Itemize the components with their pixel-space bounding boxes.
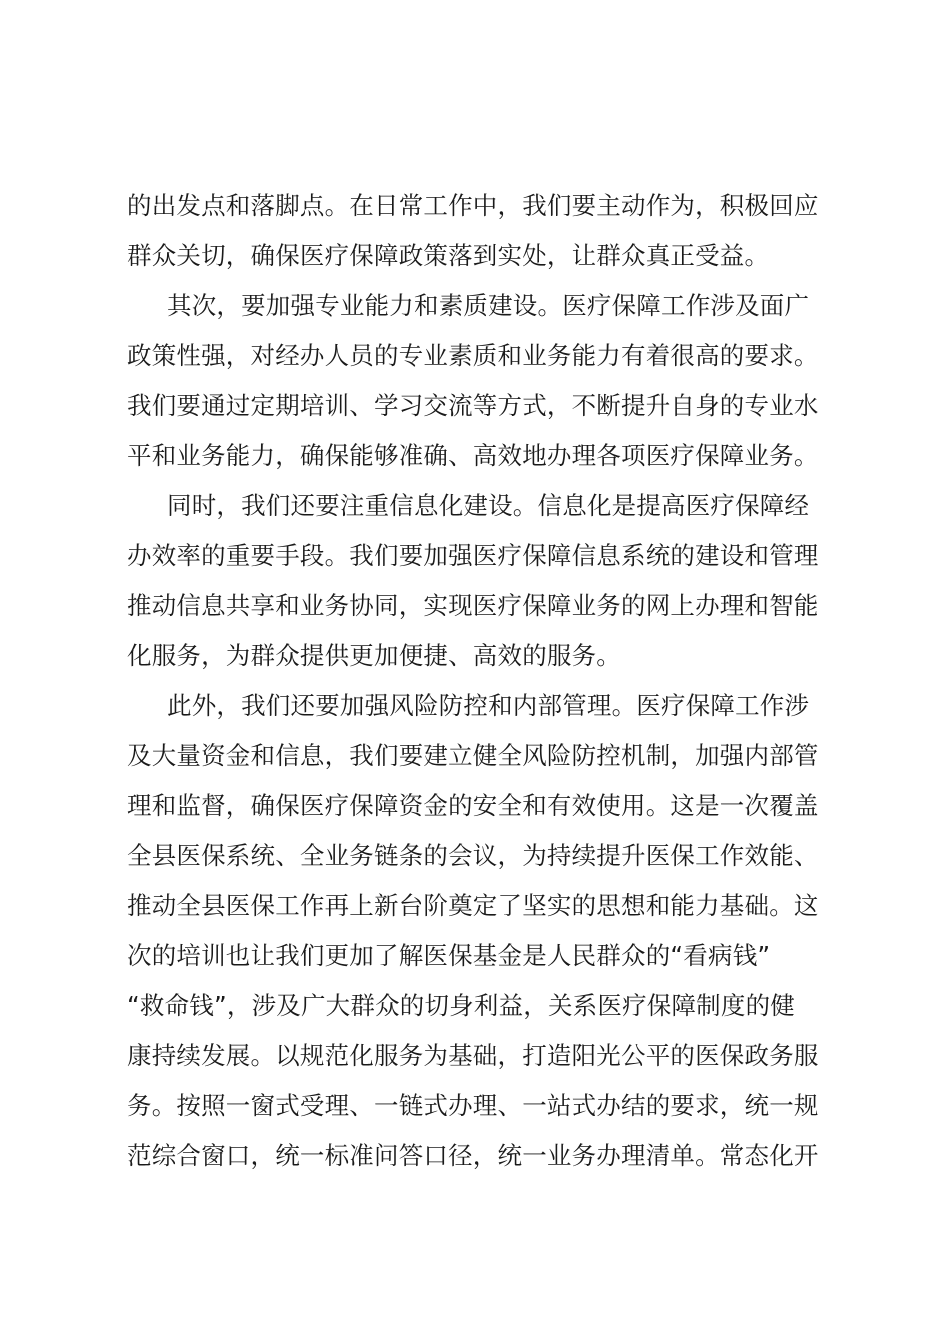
text-line: 全县医保系统、全业务链条的会议，为持续提升医保工作效能、 [127,841,819,870]
text-line: 康持续发展。以规范化服务为基础，打造阳光公平的医保政务服 [127,1041,819,1070]
text-line: 办效率的重要手段。我们要加强医疗保障信息系统的建设和管理 [127,541,819,570]
text-line: 政策性强，对经办人员的专业素质和业务能力有着很高的要求。 [127,341,819,370]
text-line: 推动信息共享和业务协同，实现医疗保障业务的网上办理和智能 [127,591,819,620]
text-line: “救命钱”，涉及广大群众的切身利益，关系医疗保障制度的健 [127,991,795,1020]
text-line: 推动全县医保工作再上新台阶奠定了坚实的思想和能力基础。这 [127,891,819,920]
text-line: 群众关切，确保医疗保障政策落到实处，让群众真正受益。 [127,241,770,270]
text-line: 务。按照一窗式受理、一链式办理、一站式办结的要求，统一规 [127,1091,819,1120]
text-line: 理和监督，确保医疗保障资金的安全和有效使用。这是一次覆盖 [127,791,819,820]
document-body [127,181,847,1181]
text-line: 我们要通过定期培训、学习交流等方式，不断提升自身的专业水 [127,391,819,420]
text-line: 的出发点和落脚点。在日常工作中，我们要主动作为，积极回应 [127,191,819,220]
text-line: 次的培训也让我们更加了解医保基金是人民群众的“看病钱” [127,941,771,970]
text-line: 及大量资金和信息，我们要建立健全风险防控机制，加强内部管 [127,741,819,770]
text-line: 范综合窗口，统一标准问答口径，统一业务办理清单。常态化开 [127,1141,819,1170]
paragraph-start-line: 其次，要加强专业能力和素质建设。医疗保障工作涉及面广 [167,291,810,320]
text-line: 化服务，为群众提供更加便捷、高效的服务。 [127,641,621,670]
paragraph-start-line: 同时，我们还要注重信息化建设。信息化是提高医疗保障经 [167,491,810,520]
text-line: 平和业务能力，确保能够准确、高效地办理各项医疗保障业务。 [127,441,819,470]
paragraph-start-line: 此外，我们还要加强风险防控和内部管理。医疗保障工作涉 [167,691,810,720]
